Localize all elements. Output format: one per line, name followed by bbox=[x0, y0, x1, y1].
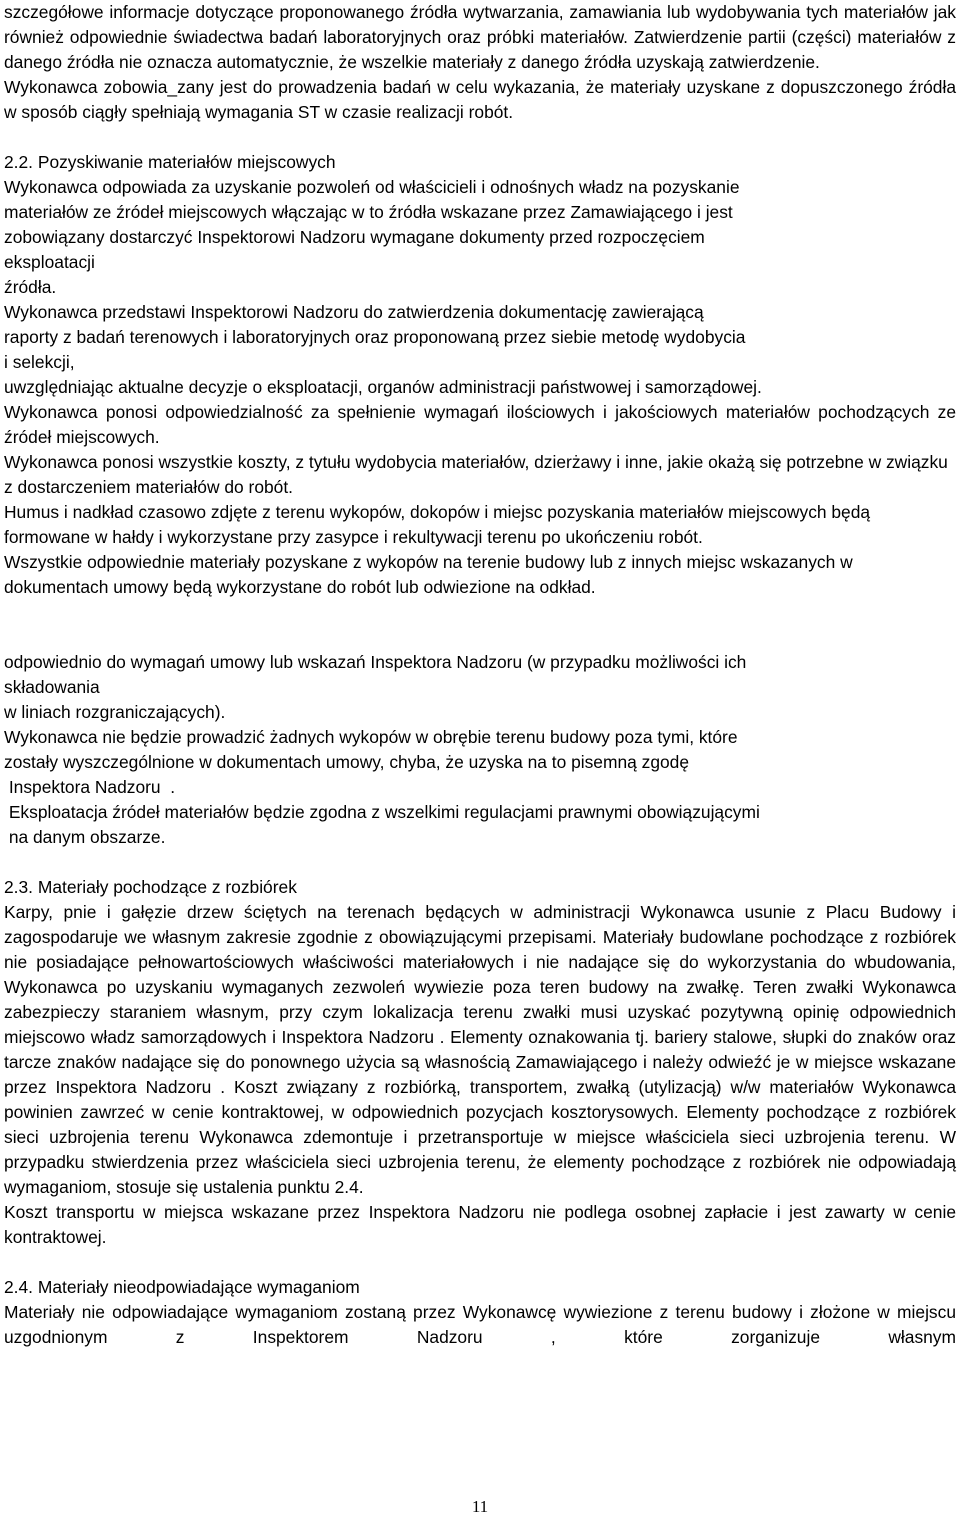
text-line: Wykonawca przedstawi Inspektorowi Nadzoru do zatwierdzenia dokumentację zawierającą bbox=[4, 302, 704, 322]
text-line: Wykonawca nie będzie prowadzić żadnych wykopów w obrębie terenu budowy poza tymi, które bbox=[4, 727, 738, 747]
section-2-4-heading: 2.4. Materiały nieodpowiadające wymaganiom bbox=[4, 1277, 360, 1297]
section-2-3-paragraph-2: Koszt transportu w miejsca wskazane przez Inspektora Nadzoru nie podlega osobnej zapłacie i jest zawarty w cenie kontraktowej. bbox=[4, 1202, 956, 1247]
text-line: odpowiednio do wymagań umowy lub wskazań Inspektora Nadzoru (w przypadku możliwości ich bbox=[4, 652, 747, 672]
continued-paragraph-3 bbox=[4, 800, 956, 850]
text-line: Eksploatacja źródeł materiałów będzie zgodna z wszelkimi regulacjami prawnymi obowiązującymi bbox=[4, 802, 760, 822]
section-2-3-paragraph-1: Karpy, pnie i gałęzie drzew ściętych na terenach będących w administracji Wykonawca usunie z Placu Budowy i zagospodaruje we własnym zakresie zgodnie z obowiązującymi przepisami. Materiały budowlane pochodzące z rozbiórek nie posiadające pełnowartościowych właściwości materiałowych i nie nadające się do wykorzystania do wbudowania, Wykonawca po uzyskaniu wymaganych zezwoleń wywiezie poza teren budowy na zwałkę. Teren zwałki Wykonawca zabezpieczy staraniem własnym, przy czym lokalizacja terenu zwałki musi uzyskać pozytywną opinię odpowiednich miejscowo władz samorządowych i Inspektora Nadzoru . Elementy oznakowania tj. bariery stalowe, słupki do znaków oraz tarcze znaków nadające się do ponownego użycia są własnością Zamawiającego i należy odwieźć je w miejsce wskazane przez Inspektora Nadzoru . Koszt związany z rozbiórką, transportem, zwałką (utylizacją) w/w materiałów Wykonawca powinien zawrzeć w cenie kontraktowej, w odpowiednich pozycjach kosztorysowych. Elementy pochodzące z rozbiórek sieci uzbrojenia terenu Wykonawca zdemontuje i przetransportuje w miejsce właściciela sieci uzbrojenia terenu. W przypadku stwierdzenia przez właściciela sieci uzbrojenia terenu, że elementy pochodzące z rozbiórek nie odpowiadają wymaganiom, stosuje się ustalenia punktu 2.4. bbox=[4, 902, 956, 1197]
text-line: zobowiązany dostarczyć Inspektorowi Nadzoru wymagane dokumenty przed rozpoczęciem bbox=[4, 227, 705, 247]
section-2-2-paragraph-4: Wykonawca ponosi wszystkie koszty, z tytułu wydobycia materiałów, dzierżawy i inne, jakie okażą się potrzebne w związku z dostarczeniem materiałów do robót. bbox=[4, 452, 948, 497]
section-2-2-paragraph-3: Wykonawca ponosi odpowiedzialność za spełnienie wymagań ilościowych i jakościowych materiałów pochodzących ze źródeł miejscowych. bbox=[4, 402, 956, 447]
text-line: zostały wyszczególnione w dokumentach umowy, chyba, że uzyska na to pisemną zgodę bbox=[4, 752, 690, 772]
intro-paragraph-1: szczegółowe informacje dotyczące proponowanego źródła wytwarzania, zamawiania lub wydobywania tych materiałów jak również odpowiednie świadectwa badań laboratoryjnych oraz próbki materiałów. Zatwierdzenie partii (części) materiałów z danego źródła nie oznacza automatycznie, że wszelkie materiały z danego źródła uzyskają zatwierdzenie. bbox=[4, 2, 956, 72]
section-2-2-paragraph-1 bbox=[4, 175, 956, 300]
spacer bbox=[4, 125, 956, 150]
section-2-4-paragraph-1: Materiały nie odpowiadające wymaganiom zostaną przez Wykonawcę wywiezione z terenu budowy i złożone w miejscu uzgodnionym z Inspektorem Nadzoru , które zorganizuje własnym bbox=[4, 1302, 956, 1347]
text-line: źródła. bbox=[4, 277, 57, 297]
text-line: materiałów ze źródeł miejscowych włączając w to źródła wskazane przez Zamawiającego i jest bbox=[4, 202, 733, 222]
text-line: na danym obszarze. bbox=[4, 827, 166, 847]
text-line: eksploatacji bbox=[4, 252, 95, 272]
section-2-2-paragraph-6: Wszystkie odpowiednie materiały pozyskane z wykopów na terenie budowy lub z innych miejsc wskazanych w dokumentach umowy będą wykorzystane do robót lub odwiezione na odkład. bbox=[4, 552, 853, 597]
spacer bbox=[4, 600, 956, 650]
page-number: 11 bbox=[471, 1497, 489, 1516]
spacer bbox=[4, 1250, 956, 1275]
text-line: Inspektora Nadzoru . bbox=[4, 777, 176, 797]
continued-paragraph-1 bbox=[4, 650, 956, 725]
section-2-2-paragraph-5: Humus i nadkład czasowo zdjęte z terenu wykopów, dokopów i miejsc pozyskania materiałów miejscowych będą formowane w hałdy i wykorzystane przy zasypce i rekultywacji terenu po ukończeniu robót. bbox=[4, 502, 871, 547]
text-line: uwzględniając aktualne decyzje o eksploatacji, organów administracji państwowej i samorządowej. bbox=[4, 377, 762, 397]
text-line: i selekcji, bbox=[4, 352, 75, 372]
section-2-3-heading: 2.3. Materiały pochodzące z rozbiórek bbox=[4, 877, 297, 897]
continued-paragraph-2 bbox=[4, 725, 956, 800]
intro-paragraph-2: Wykonawca zobowia_zany jest do prowadzenia badań w celu wykazania, że materiały uzyskane z dopuszczonego źródła w sposób ciągły spełniają wymagania ST w czasie realizacji robót. bbox=[4, 77, 956, 122]
text-line: składowania bbox=[4, 677, 100, 697]
text-line: w liniach rozgraniczających). bbox=[4, 702, 226, 722]
section-2-2-paragraph-2 bbox=[4, 300, 956, 400]
spacer bbox=[4, 850, 956, 875]
document-page bbox=[4, 0, 956, 1350]
text-line: Wykonawca odpowiada za uzyskanie pozwoleń od właścicieli i odnośnych władz na pozyskanie bbox=[4, 177, 740, 197]
text-line: raporty z badań terenowych i laboratoryjnych oraz proponowaną przez siebie metodę wydobycia bbox=[4, 327, 746, 347]
section-2-2-heading: 2.2. Pozyskiwanie materiałów miejscowych bbox=[4, 152, 336, 172]
